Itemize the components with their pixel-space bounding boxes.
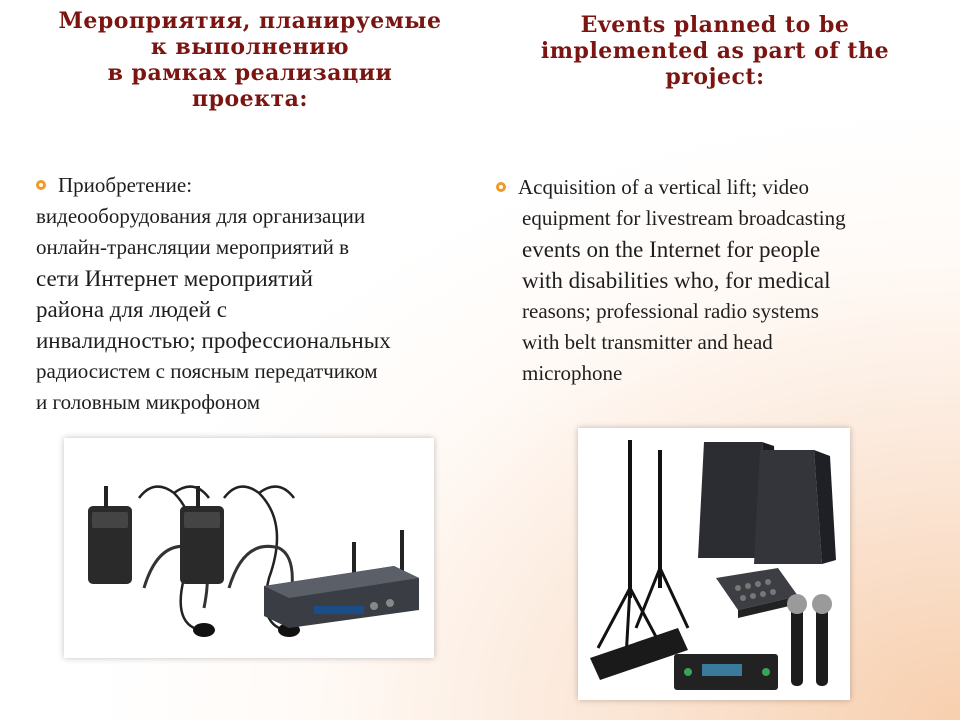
bullet-ru-line: инвалидностью; профессиональных xyxy=(36,328,391,353)
bullet-ru-line: онлайн-трансляции мероприятий в xyxy=(36,235,349,259)
bullet-ru-line: сети Интернет мероприятий xyxy=(36,266,313,291)
bullet-ru-first-line xyxy=(36,170,476,201)
heading-ru-line: Мероприятия, планируемые xyxy=(58,8,442,34)
headset-system-illustration xyxy=(64,438,434,658)
bullet-marker-icon xyxy=(496,182,506,192)
bullet-en-line: microphone xyxy=(522,361,623,385)
bullet-en-line: events on the Internet for people xyxy=(522,237,821,262)
bullet-en-line: Acquisition of a vertical lift; video xyxy=(518,175,810,199)
heading-english xyxy=(510,12,920,90)
bullet-en-line: equipment for livestream broadcasting xyxy=(522,206,846,230)
bullet-ru-line: района для людей с xyxy=(36,297,227,322)
bullet-russian xyxy=(36,170,476,418)
bullet-en-line: with belt transmitter and head xyxy=(522,330,773,354)
bullet-en-line: with disabilities who, for medical xyxy=(522,268,831,293)
heading-ru-line: проекта: xyxy=(191,86,309,112)
heading-ru-line: в рамках реализации xyxy=(107,60,393,86)
bullet-ru-line: радиосистем с поясным передатчиком xyxy=(36,359,378,383)
heading-en-line: Events planned to be xyxy=(580,12,850,38)
bullet-en-line: reasons; professional radio systems xyxy=(522,299,819,323)
bullet-en-first-line xyxy=(496,172,941,203)
pa-equipment-illustration xyxy=(578,428,850,700)
bullet-marker-icon xyxy=(36,180,46,190)
heading-russian xyxy=(30,8,470,112)
bullet-ru-line: видеооборудования для организации xyxy=(36,204,366,228)
bullet-ru-line: Приобретение: xyxy=(58,173,193,197)
headset-microphone-system-image xyxy=(64,438,434,658)
bullet-ru-line: и головным микрофоном xyxy=(36,390,261,414)
pa-equipment-image xyxy=(578,428,850,700)
heading-en-line: project: xyxy=(665,64,765,90)
bullet-english xyxy=(496,172,941,389)
heading-en-line: implemented as part of the xyxy=(540,38,890,64)
heading-ru-line: к выполнению xyxy=(150,34,350,60)
